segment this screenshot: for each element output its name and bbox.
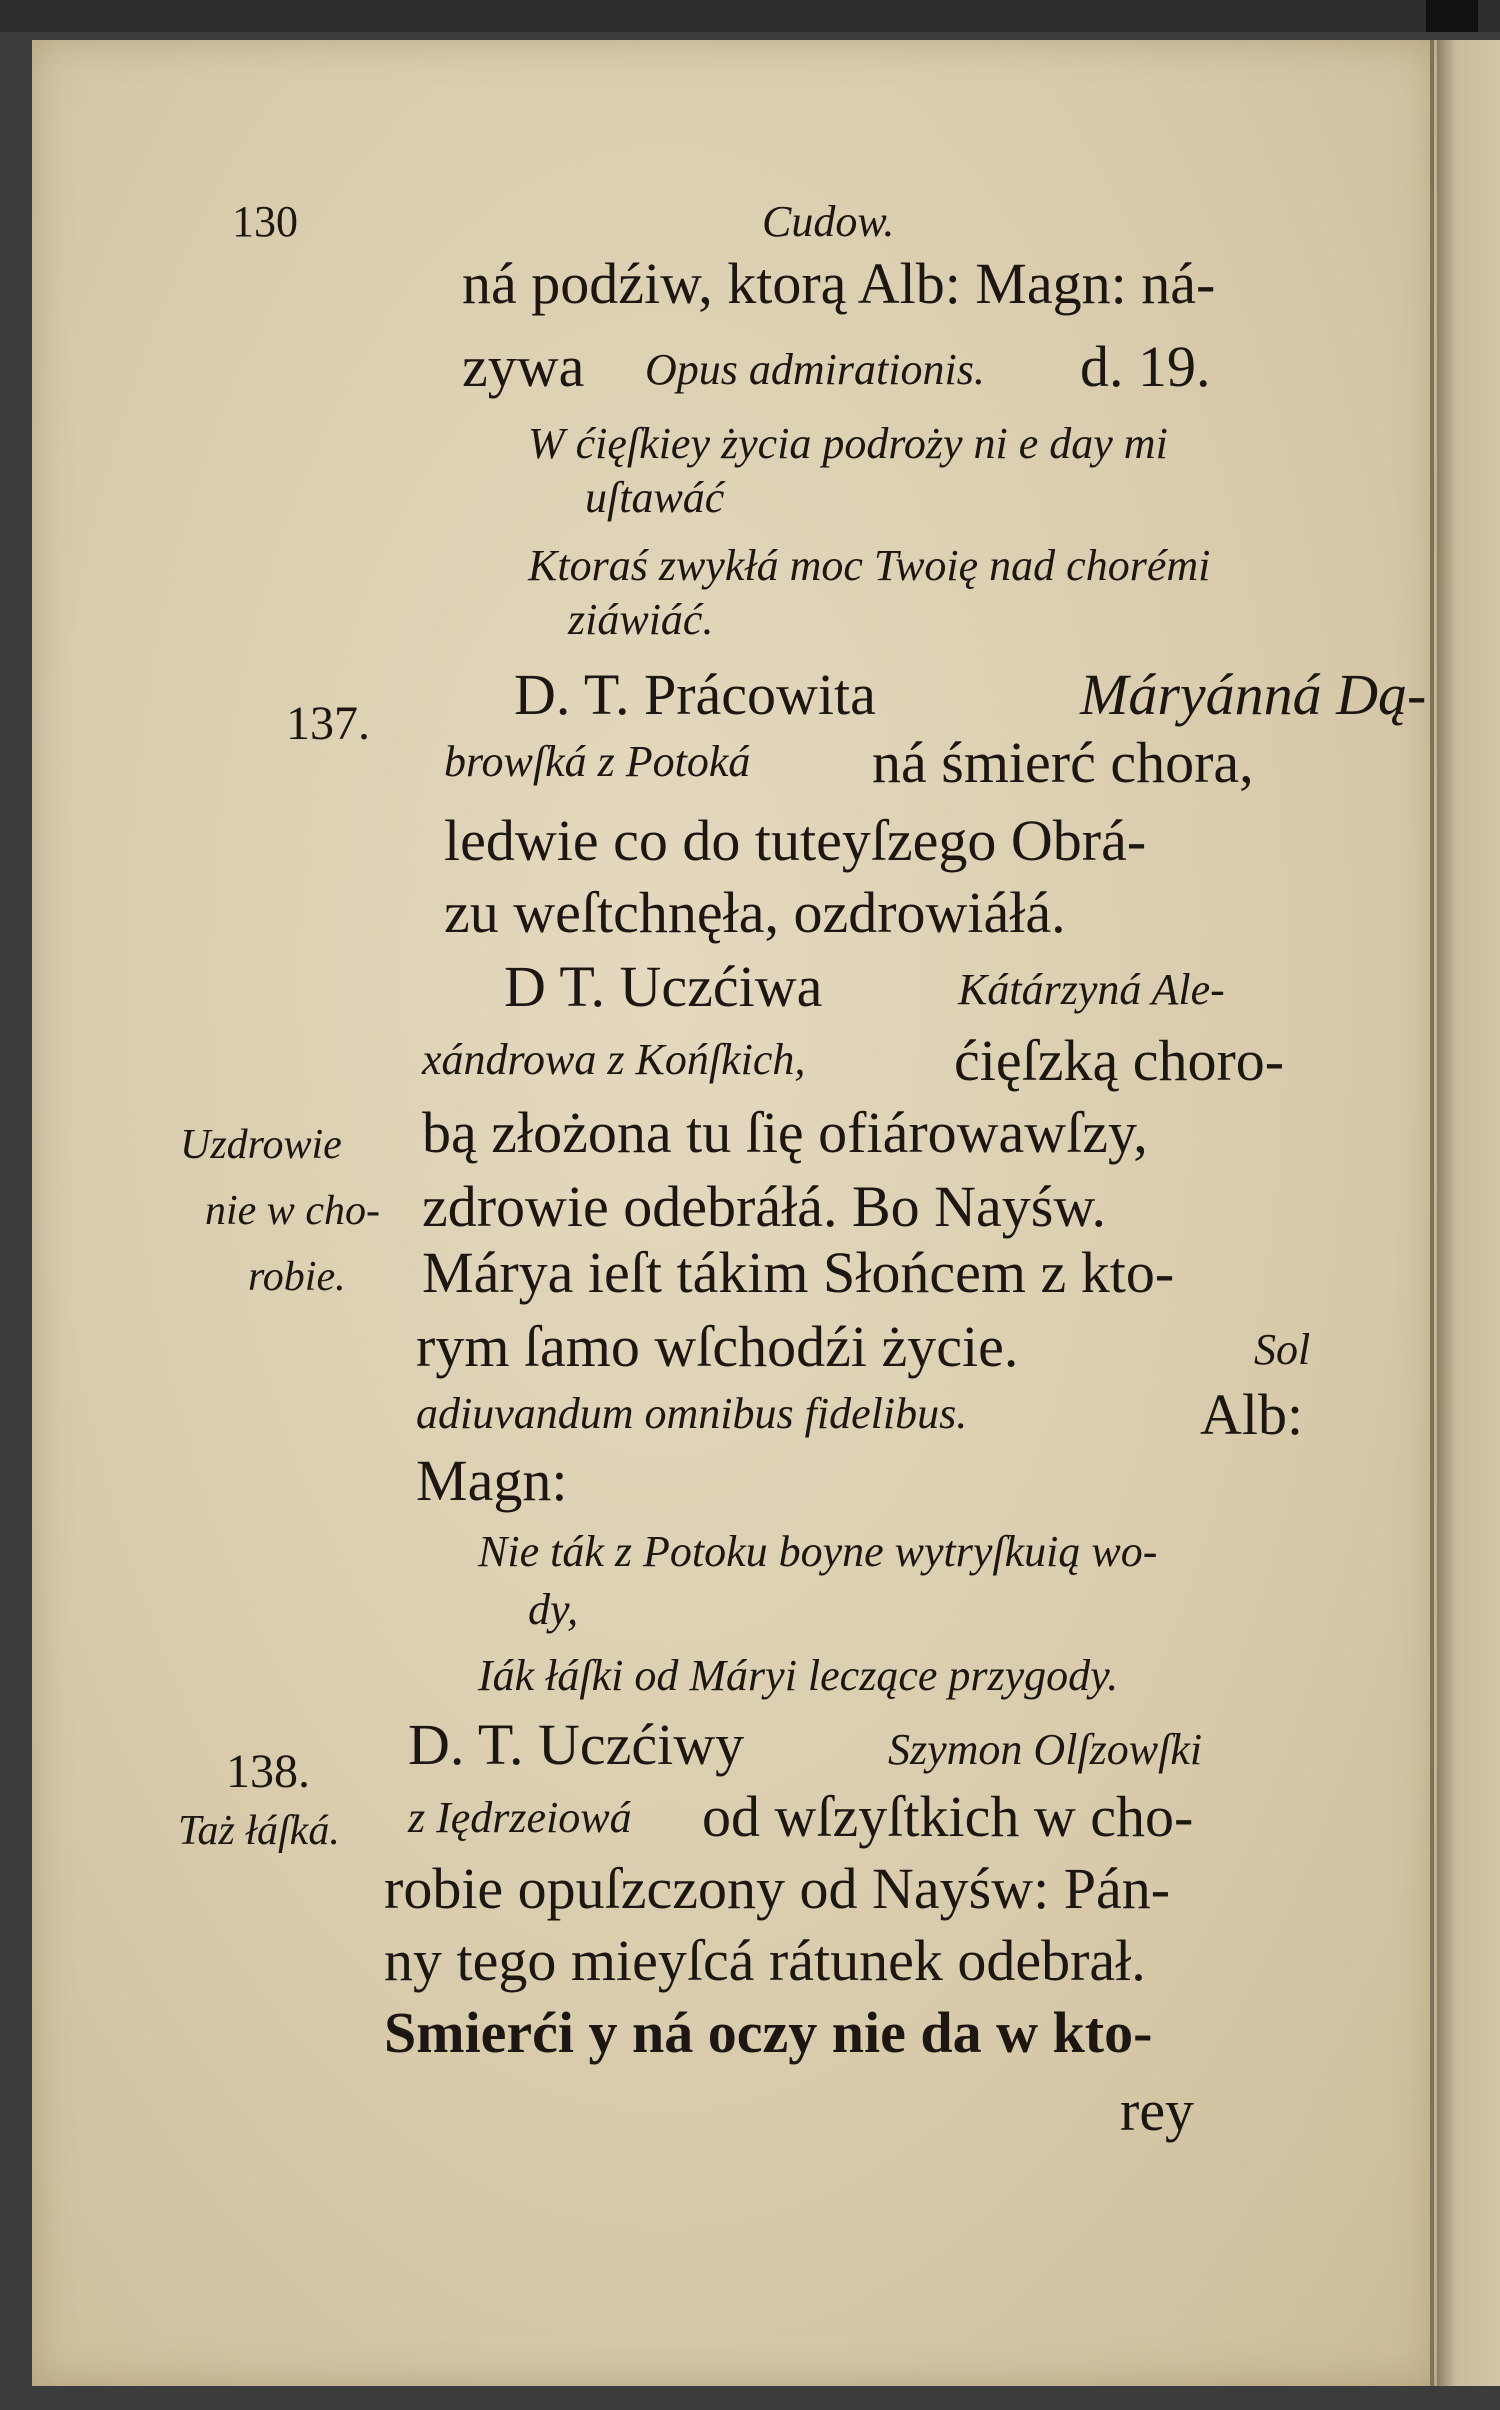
scan-top-edge <box>0 0 1500 32</box>
page-gutter <box>1430 40 1434 2386</box>
page-number: 130 <box>232 197 298 246</box>
text-line: Smierći y ná oczy nie da w kto- <box>384 2000 1153 2065</box>
text-line: robie opuſzczony od Nayśw: Pán- <box>384 1856 1171 1921</box>
scan-marker <box>1426 0 1478 32</box>
verse-line: W ćięſkiey życia podroży ni e day mi <box>528 419 1168 468</box>
text-line: xándrowa z Końſkich, <box>422 1035 806 1084</box>
text-line: bą złożona tu ſię ofiárowawſzy, <box>422 1100 1148 1165</box>
text-line: adiuvandum omnibus fidelibus. <box>416 1389 968 1438</box>
margin-note: Taż łáſká. <box>178 1808 340 1854</box>
next-page-edge <box>1437 40 1500 2386</box>
text-line: Szymon Olſzowſki <box>888 1725 1203 1774</box>
text-line: z Iędrzeiowá <box>408 1793 632 1842</box>
text-line: ny tego mieyſcá rátunek odebrał. <box>384 1928 1146 1993</box>
text-line: Alb: <box>1200 1382 1304 1447</box>
verse-line: dy, <box>528 1585 579 1634</box>
verse-line: Nie ták z Potoku boyne wytryſkuią wo- <box>478 1527 1158 1576</box>
verse-line: ziáwiáć. <box>568 595 714 644</box>
text-line: D. T. Prácowita <box>514 662 876 727</box>
section-number: 138. <box>226 1745 310 1798</box>
text-line: zywa <box>462 334 585 399</box>
verse-line: Iák łáſki od Máryi leczące przygody. <box>478 1651 1119 1700</box>
text-line: ćięſzką choro- <box>954 1028 1285 1093</box>
section-number: 137. <box>286 697 370 750</box>
text-line: zdrowie odebráłá. Bo Nayśw. <box>422 1174 1106 1239</box>
text-line: Máryánná Dą- <box>1080 662 1427 727</box>
text-line: browſká z Potoká <box>444 737 751 786</box>
margin-note: robie. <box>248 1254 346 1300</box>
running-title: Cudow. <box>762 197 895 246</box>
catchword: rey <box>1120 2078 1195 2143</box>
margin-note: nie w cho- <box>205 1188 380 1234</box>
margin-note: Uzdrowie <box>180 1122 342 1168</box>
text-line: Kátárzyná Ale- <box>958 965 1225 1014</box>
text-line: od wſzyſtkich w cho- <box>702 1784 1194 1849</box>
text-line: ná podźiw, ktorą Alb: Magn: ná- <box>462 251 1216 316</box>
text-line: ná śmierć chora, <box>872 730 1254 795</box>
text-line: zu weſtchnęła, ozdrowiáłá. <box>444 880 1066 945</box>
text-line: Opus admirationis. <box>645 345 985 394</box>
text-line: Sol <box>1254 1325 1311 1374</box>
text-line: d. 19. <box>1080 334 1211 399</box>
text-line: ledwie co do tuteyſzego Obrá- <box>444 808 1147 873</box>
verse-line: Ktoraś zwykłá moc Twoię nad chorémi <box>528 541 1211 590</box>
text-line: rym ſamo wſchodźi życie. <box>416 1314 1019 1379</box>
text-line: D. T. Uczćiwy <box>408 1712 745 1777</box>
verse-line: uſtawáć <box>585 473 725 522</box>
text-line: Magn: <box>416 1448 568 1513</box>
text-line: Márya ieſt tákim Słońcem z kto- <box>422 1240 1175 1305</box>
text-line: D T. Uczćiwa <box>504 954 823 1019</box>
